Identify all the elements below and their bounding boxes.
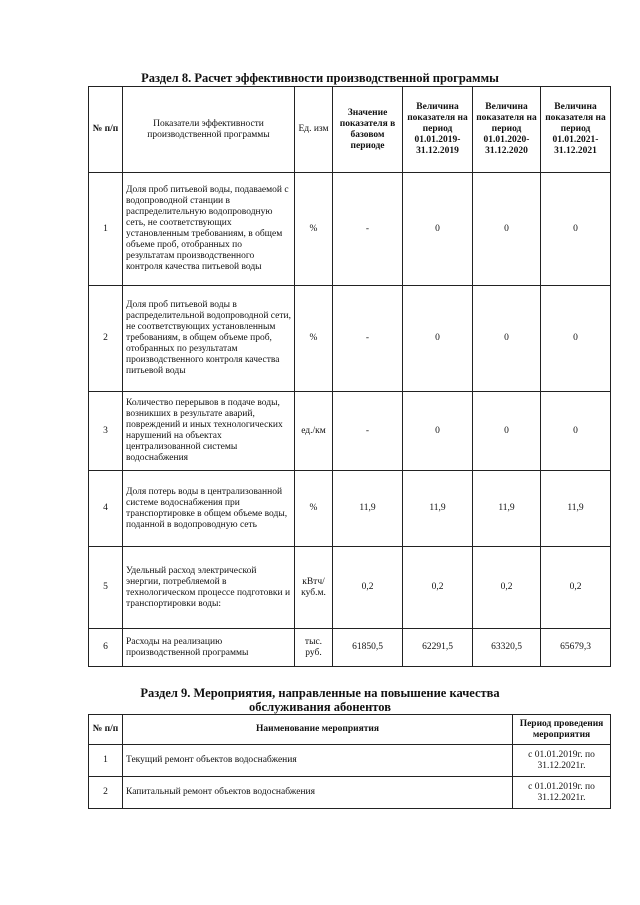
row-p3: 0,2 bbox=[541, 547, 611, 629]
header-period-2021: Величина показателя на период 01.01.2021-31.12.2021 bbox=[541, 87, 611, 173]
row-num: 1 bbox=[89, 745, 123, 777]
table-row bbox=[89, 392, 611, 471]
row-p3: 65679,3 bbox=[541, 629, 611, 667]
table-row bbox=[89, 777, 611, 809]
row-p2: 0 bbox=[473, 392, 541, 471]
row-base: - bbox=[333, 286, 403, 392]
row-base: 61850,5 bbox=[333, 629, 403, 667]
row-indicator: Удельный расход электрической энергии, потребляемой в технологическом процессе подготовки и транспортировки воды: bbox=[123, 547, 295, 629]
row-activity-name: Капитальный ремонт объектов водоснабжения bbox=[123, 777, 513, 809]
header-period-2019: Величина показателя на период 01.01.2019-31.12.2019 bbox=[403, 87, 473, 173]
row-indicator: Количество перерывов в подаче воды, возникших в результате аварий, повреждений и иных технологических нарушений на объектах централизованной системы водоснабжения bbox=[123, 392, 295, 471]
table-row bbox=[89, 471, 611, 547]
row-unit: % bbox=[295, 173, 333, 286]
row-unit: % bbox=[295, 471, 333, 547]
row-num: 5 bbox=[89, 547, 123, 629]
row-p2: 63320,5 bbox=[473, 629, 541, 667]
header-activity-name: Наименование мероприятия bbox=[123, 715, 513, 745]
table-row bbox=[89, 745, 611, 777]
row-p2: 0 bbox=[473, 173, 541, 286]
row-indicator: Доля проб питьевой воды в распределительной водопроводной сети, не соответствующих установленным требованиям, в общем объеме проб, отобранных по результатам производственного контроля качества питьевой воды bbox=[123, 286, 295, 392]
table-row bbox=[89, 173, 611, 286]
row-unit: кВтч/куб.м. bbox=[295, 547, 333, 629]
row-p2: 0,2 bbox=[473, 547, 541, 629]
row-num: 6 bbox=[89, 629, 123, 667]
row-p1: 11,9 bbox=[403, 471, 473, 547]
row-unit: тыс. руб. bbox=[295, 629, 333, 667]
row-p3: 11,9 bbox=[541, 471, 611, 547]
row-activity-period: с 01.01.2019г. по 31.12.2021г. bbox=[513, 745, 611, 777]
table-row bbox=[89, 547, 611, 629]
row-activity-period: с 01.01.2019г. по 31.12.2021г. bbox=[513, 777, 611, 809]
row-unit: ед./км bbox=[295, 392, 333, 471]
row-indicator: Расходы на реализацию производственной программы bbox=[123, 629, 295, 667]
row-activity-name: Текущий ремонт объектов водоснабжения bbox=[123, 745, 513, 777]
header-activity-period: Период проведения мероприятия bbox=[513, 715, 611, 745]
section-9-title bbox=[0, 686, 640, 714]
row-base: 0,2 bbox=[333, 547, 403, 629]
row-num: 2 bbox=[89, 777, 123, 809]
activities-table bbox=[88, 714, 611, 809]
header-unit: Ед. изм bbox=[295, 87, 333, 173]
row-unit: % bbox=[295, 286, 333, 392]
row-p3: 0 bbox=[541, 286, 611, 392]
table-header-row bbox=[89, 87, 611, 173]
section-8-title: Раздел 8. Расчет эффективности производственной программы bbox=[141, 71, 499, 85]
row-num: 3 bbox=[89, 392, 123, 471]
header-period-2020: Величина показателя на период 01.01.2020-31.12.2020 bbox=[473, 87, 541, 173]
row-p2: 11,9 bbox=[473, 471, 541, 547]
table-row bbox=[89, 629, 611, 667]
row-base: - bbox=[333, 392, 403, 471]
row-p2: 0 bbox=[473, 286, 541, 392]
header-num: № п/п bbox=[89, 715, 123, 745]
row-num: 2 bbox=[89, 286, 123, 392]
row-p1: 0 bbox=[403, 173, 473, 286]
table-header-row bbox=[89, 715, 611, 745]
row-p3: 0 bbox=[541, 173, 611, 286]
row-p3: 0 bbox=[541, 392, 611, 471]
row-num: 1 bbox=[89, 173, 123, 286]
header-base: Значение показателя в базовом периоде bbox=[333, 87, 403, 173]
row-base: 11,9 bbox=[333, 471, 403, 547]
header-indicator: Показатели эффективности производственной программы bbox=[123, 87, 295, 173]
header-num: № п/п bbox=[89, 87, 123, 173]
section-9-title-line2: обслуживания абонентов bbox=[249, 700, 391, 714]
section-9-title-line1: Раздел 9. Мероприятия, направленные на повышение качества bbox=[140, 686, 500, 700]
row-p1: 0 bbox=[403, 286, 473, 392]
row-p1: 0 bbox=[403, 392, 473, 471]
row-indicator: Доля потерь воды в централизованной системе водоснабжения при транспортировке в общем объеме воды, поданной в водопроводную сеть bbox=[123, 471, 295, 547]
row-base: - bbox=[333, 173, 403, 286]
row-indicator: Доля проб питьевой воды, подаваемой с водопроводной станции в распределительную водопроводную сеть, не соответствующих установленным требованиям, в общем объеме проб, отобранных по результатам производственного контроля качества питьевой воды bbox=[123, 173, 295, 286]
row-num: 4 bbox=[89, 471, 123, 547]
efficiency-table bbox=[88, 86, 611, 667]
row-p1: 62291,5 bbox=[403, 629, 473, 667]
table-row bbox=[89, 286, 611, 392]
row-p1: 0,2 bbox=[403, 547, 473, 629]
